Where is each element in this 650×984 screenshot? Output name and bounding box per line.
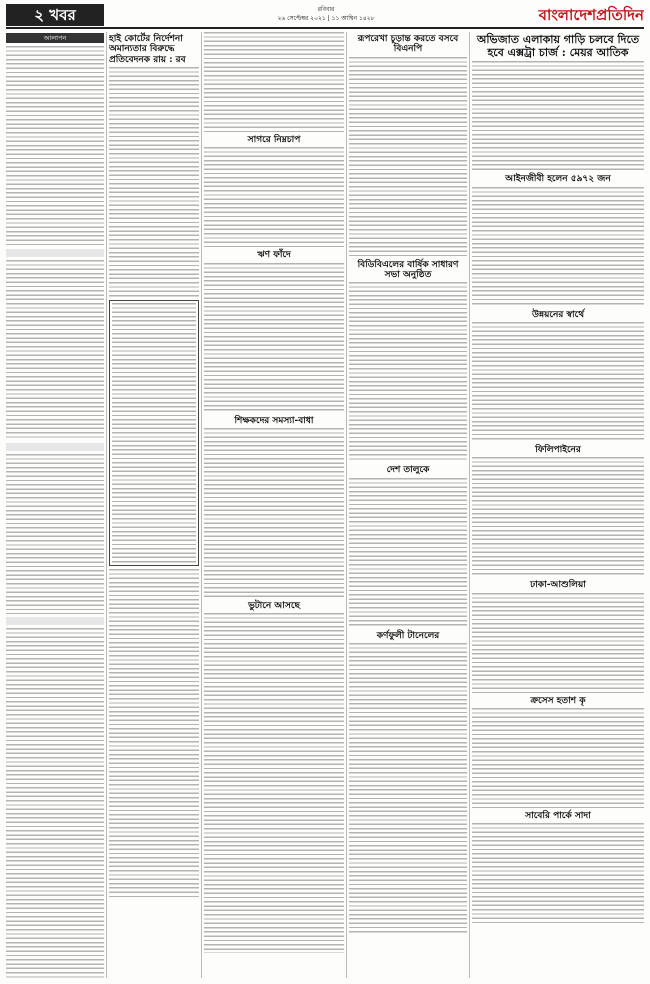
classifieds-header: আলাপন (6, 33, 104, 43)
headline-philippines: ফিলিপাইনের (535, 444, 581, 455)
column-6 (472, 32, 644, 978)
headline-education: শিক্ষকদের সমস্যা-বাধা (234, 415, 314, 426)
headline-loan: ঋণ ফাঁদে (257, 250, 291, 261)
page-number: ২ খবর (6, 4, 104, 26)
headline-dhaka: ঢাকা-আশুলিয়া (530, 580, 586, 591)
newspaper-page (6, 4, 644, 980)
headline-desh: দেশ তালুকে (386, 465, 430, 476)
masthead-rule (6, 27, 644, 29)
headline-ssp: সাবেরি পার্কে সাদা (525, 811, 591, 821)
headline-annual-meeting: বিডিবিএলের বার্ষিক সাধারণ সভা অনুষ্ঠিত (357, 259, 459, 281)
headline-mayor: অভিজাত এলাকায় গাড়ি চলবে দিতে হবে এক্সট্রা চার্জ : মেয়র আতিক (476, 33, 640, 59)
headline-development: উন্নয়নের স্বার্থে (531, 309, 585, 320)
date-line (196, 5, 456, 23)
date: ২৬ সেপ্টেম্বর ২০২১ | ১১ আশ্বিন ১৪২৮ (277, 15, 375, 22)
column-3 (204, 32, 344, 978)
headline-lawyers: আইনজীবী হলেন ৫৯৭২ জন (505, 174, 611, 185)
masthead (6, 4, 644, 28)
column-5 (349, 32, 467, 978)
classifieds-column (6, 32, 104, 978)
headline-sea: সাগরে নিম্নচাপ (247, 135, 301, 145)
weekday: রবিবার (317, 6, 335, 13)
headline-tunnel: কর্ণফুলী টানেলের (376, 630, 440, 641)
logo-text: বাংলাদেশপ্রতিদিন (538, 6, 644, 24)
headline-hc-ruling: হাই কোর্টের নির্দেশনা অমান্যতার বিরুদ্ধে প্রতিবেদনক রায় : রব (109, 34, 186, 65)
column-2 (109, 32, 199, 978)
headline-bhutia: ভুটানে আসছে (248, 601, 300, 612)
headline-rohingya: রূপরেখা চূড়ান্ত করতে বসবে বিএনপি (357, 34, 459, 55)
newspaper-logo (504, 4, 644, 26)
headline-crisis-end: ক্রসেস হতাশ কৃ (530, 695, 586, 706)
